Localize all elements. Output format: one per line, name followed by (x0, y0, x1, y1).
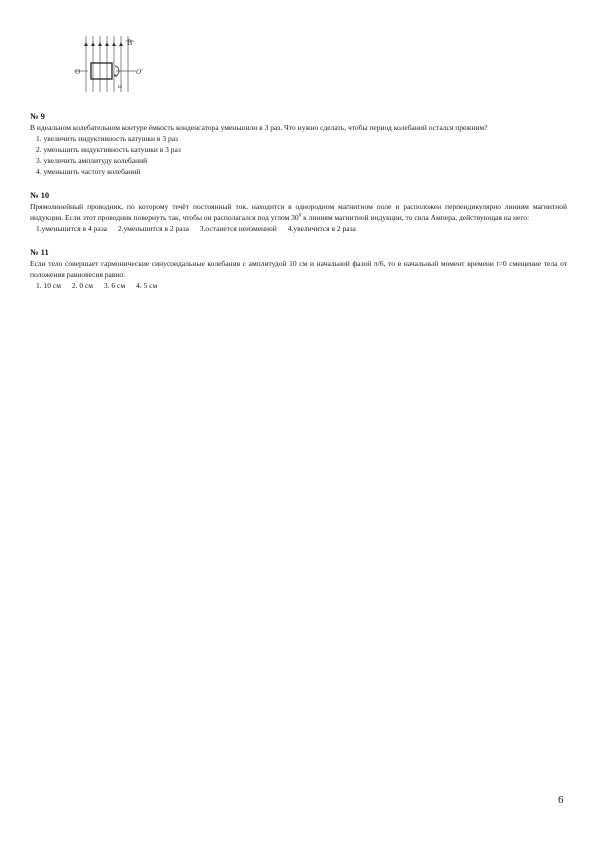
question-10 (30, 190, 567, 234)
answer-option[interactable]: 3. 6 см (103, 281, 126, 290)
degree-superscript: 0 (298, 213, 302, 219)
questions-content (30, 111, 567, 304)
question-text-part: В идеальном колебательном контуре ёмкость конденсатора уменьшили в 3 раз. Что нужно сделать, чтобы период колебаний остался прежним? (30, 123, 488, 132)
question-text (30, 201, 567, 223)
answer-option[interactable]: 3.останется неизменной (199, 224, 277, 233)
b-vector-label: B (127, 38, 133, 47)
answer-option[interactable]: 2.уменьшится в 2 раза (117, 224, 189, 233)
question-number: № 9 (30, 111, 45, 121)
question-11 (30, 247, 567, 291)
answer-option[interactable]: 3. увеличить амплитуду колебаний (36, 156, 148, 165)
answer-option[interactable]: 1.уменьшится в 4 раза (36, 224, 108, 233)
answer-option[interactable]: 4.увеличится в 2 раза (287, 224, 356, 233)
answer-option[interactable]: 2. уменьшить индуктивность катушки в 3 раз (36, 145, 181, 154)
omega-label: ω (118, 84, 122, 90)
question-number: № 10 (30, 190, 50, 200)
question-9 (30, 111, 567, 177)
answer-option[interactable]: 2. 0 см (71, 281, 94, 290)
axis-left-label: O (75, 68, 81, 76)
answer-option[interactable]: 4. 5 см (135, 281, 158, 290)
question-text-part: к линиям магнитной индукции, то сила Ампера, действующая на него: (301, 213, 530, 222)
question-text-part: Прямолинейный проводник, по которому течёт постоянный ток, находится в однородном магнитном поле и расположен перпендикулярно линиям магнитной индукции. Если этот проводник повернуть так, чтобы он располагался под углом 30 (30, 202, 567, 222)
question-text (30, 258, 567, 280)
page-number: 6 (558, 794, 564, 806)
answer-options-row (30, 280, 567, 291)
frame-diagram-svg (70, 32, 150, 98)
axis-right-label: O' (136, 68, 143, 76)
question-number: № 11 (30, 247, 49, 257)
answer-option[interactable]: 1. 10 см (36, 281, 61, 290)
answer-options-list (30, 133, 567, 177)
question-text (30, 122, 567, 133)
answer-options-row (30, 223, 567, 234)
answer-option[interactable]: 4. уменьшить частоту колебаний (36, 167, 141, 176)
answer-option[interactable]: 1. увеличить индуктивность катушки в 3 раз (36, 134, 178, 143)
question-text-part: Если тело совершает гармонические синусоидальные колебания с амплитудой 10 см и начальной фазой π/6, то в начальный момент времени t=0 смещение тела от положения равновесия равно: (30, 259, 567, 279)
magnetic-frame-figure (70, 32, 150, 98)
